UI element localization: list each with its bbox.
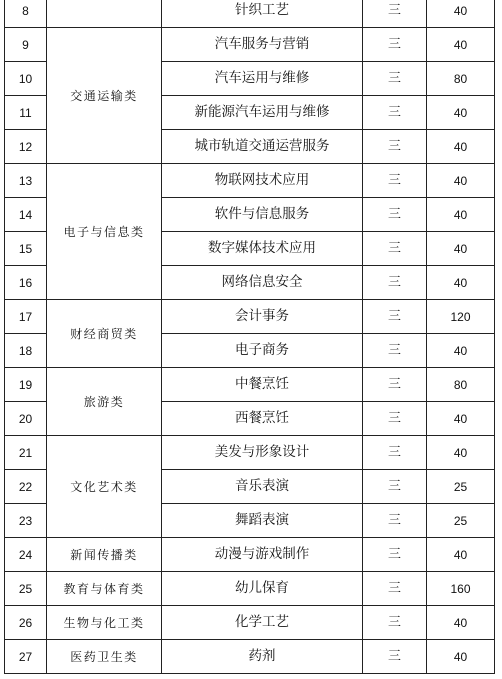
major-name: 舞蹈表演 [162, 504, 363, 538]
study-years: 三 [363, 572, 427, 606]
major-name: 西餐烹饪 [162, 402, 363, 436]
study-years: 三 [363, 266, 427, 300]
category-cell: 电子与信息类 [47, 164, 162, 300]
enrollment-count: 40 [427, 334, 495, 368]
category-cell: 医药卫生类 [47, 640, 162, 674]
category-cell: 生物与化工类 [47, 606, 162, 640]
row-number: 22 [5, 470, 47, 504]
study-years: 三 [363, 96, 427, 130]
major-name: 音乐表演 [162, 470, 363, 504]
table-row [5, 164, 495, 198]
major-name: 数字媒体技术应用 [162, 232, 363, 266]
study-years: 三 [363, 368, 427, 402]
row-number: 24 [5, 538, 47, 572]
table-row [5, 368, 495, 402]
row-number: 11 [5, 96, 47, 130]
major-name: 新能源汽车运用与维修 [162, 96, 363, 130]
enrollment-count: 40 [427, 232, 495, 266]
study-years: 三 [363, 300, 427, 334]
enrollment-count: 25 [427, 504, 495, 538]
table-row [5, 0, 495, 28]
row-number: 17 [5, 300, 47, 334]
study-years: 三 [363, 436, 427, 470]
major-name: 网络信息安全 [162, 266, 363, 300]
category-cell: 新闻传播类 [47, 538, 162, 572]
study-years: 三 [363, 504, 427, 538]
major-name: 软件与信息服务 [162, 198, 363, 232]
study-years: 三 [363, 606, 427, 640]
study-years: 三 [363, 164, 427, 198]
category-cell [47, 0, 162, 28]
enrollment-count: 40 [427, 266, 495, 300]
row-number: 21 [5, 436, 47, 470]
category-cell: 旅游类 [47, 368, 162, 436]
major-name: 汽车运用与维修 [162, 62, 363, 96]
major-name: 中餐烹饪 [162, 368, 363, 402]
row-number: 25 [5, 572, 47, 606]
study-years: 三 [363, 198, 427, 232]
row-number: 26 [5, 606, 47, 640]
major-name: 针织工艺 [162, 0, 363, 28]
enrollment-count: 40 [427, 198, 495, 232]
study-years: 三 [363, 538, 427, 572]
study-years: 三 [363, 334, 427, 368]
row-number: 20 [5, 402, 47, 436]
study-years: 三 [363, 402, 427, 436]
study-years: 三 [363, 130, 427, 164]
enrollment-count: 40 [427, 402, 495, 436]
enrollment-count: 40 [427, 640, 495, 674]
major-name: 动漫与游戏制作 [162, 538, 363, 572]
major-name: 美发与形象设计 [162, 436, 363, 470]
table-row [5, 640, 495, 674]
category-cell: 财经商贸类 [47, 300, 162, 368]
row-number: 9 [5, 28, 47, 62]
study-years: 三 [363, 0, 427, 28]
table-wrapper [4, 0, 495, 674]
row-number: 27 [5, 640, 47, 674]
study-years: 三 [363, 640, 427, 674]
category-cell: 交通运输类 [47, 28, 162, 164]
row-number: 18 [5, 334, 47, 368]
study-years: 三 [363, 28, 427, 62]
row-number: 19 [5, 368, 47, 402]
enrollment-count: 40 [427, 0, 495, 28]
major-name: 汽车服务与营销 [162, 28, 363, 62]
category-cell: 教育与体育类 [47, 572, 162, 606]
study-years: 三 [363, 470, 427, 504]
table-row [5, 28, 495, 62]
major-name: 城市轨道交通运营服务 [162, 130, 363, 164]
enrollment-count: 160 [427, 572, 495, 606]
row-number: 23 [5, 504, 47, 538]
major-name: 电子商务 [162, 334, 363, 368]
major-name: 化学工艺 [162, 606, 363, 640]
major-name: 药剂 [162, 640, 363, 674]
enrollment-count: 80 [427, 368, 495, 402]
table-row [5, 436, 495, 470]
study-years: 三 [363, 62, 427, 96]
category-cell: 文化艺术类 [47, 436, 162, 538]
study-years: 三 [363, 232, 427, 266]
row-number: 16 [5, 266, 47, 300]
enrollment-count: 40 [427, 96, 495, 130]
row-number: 8 [5, 0, 47, 28]
major-name: 幼儿保育 [162, 572, 363, 606]
enrollment-count: 120 [427, 300, 495, 334]
row-number: 10 [5, 62, 47, 96]
table-row [5, 606, 495, 640]
major-name: 物联网技术应用 [162, 164, 363, 198]
enrollment-count: 40 [427, 28, 495, 62]
row-number: 13 [5, 164, 47, 198]
table-row [5, 300, 495, 334]
row-number: 15 [5, 232, 47, 266]
enrollment-count: 40 [427, 606, 495, 640]
table-row [5, 538, 495, 572]
enrollment-count: 25 [427, 470, 495, 504]
enrollment-count: 40 [427, 538, 495, 572]
major-name: 会计事务 [162, 300, 363, 334]
enrollment-count: 40 [427, 436, 495, 470]
major-enrollment-table [4, 0, 495, 674]
table-row [5, 572, 495, 606]
row-number: 14 [5, 198, 47, 232]
row-number: 12 [5, 130, 47, 164]
enrollment-count: 40 [427, 130, 495, 164]
enrollment-count: 80 [427, 62, 495, 96]
enrollment-count: 40 [427, 164, 495, 198]
